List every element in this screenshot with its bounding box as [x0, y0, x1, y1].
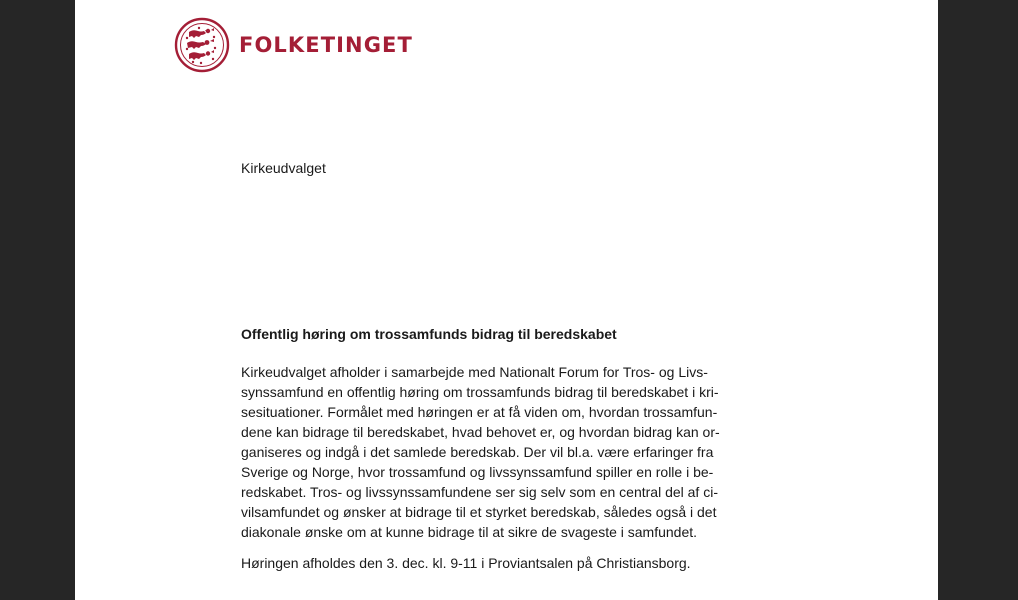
paragraph-line: ganiseres og indgå i det samlede beredskab. Der vil bl.a. være erfaringer fra — [241, 444, 714, 460]
folketinget-lions-seal-icon — [174, 17, 230, 73]
paragraph-line: synssamfund en offentlig høring om trossamfunds bidrag til beredskabet i kri- — [241, 384, 719, 400]
body-paragraph — [241, 362, 721, 542]
paragraph-line: Kirkeudvalget afholder i samarbejde med Nationalt Forum for Tros- og Livs- — [241, 364, 708, 380]
paragraph-line: dene kan bidrage til beredskabet, hvad behovet er, og hvordan bidrag kan or- — [241, 424, 720, 440]
paragraph-line: Sverige og Norge, hvor trossamfund og livssynssamfund spiller en rolle i be- — [241, 464, 714, 480]
paragraph-line: sesituationer. Formålet med høringen er at få viden om, hvordan trossamfun- — [241, 404, 718, 420]
document-heading: Offentlig høring om trossamfunds bidrag til beredskabet — [241, 326, 617, 342]
folketinget-logo — [174, 16, 413, 74]
event-info: Høringen afholdes den 3. dec. kl. 9-11 i Proviantsalen på Christiansborg. — [241, 555, 691, 571]
committee-name: Kirkeudvalget — [241, 160, 326, 176]
brand-name: FOLKETINGET — [239, 32, 413, 57]
paragraph-line: diakonale ønske om at kunne bidrage til at sikre de svageste i samfundet. — [241, 524, 698, 540]
document-page — [75, 0, 938, 600]
paragraph-line: vilsamfundet og ønsker at bidrage til et styrket beredskab, således også i det — [241, 504, 717, 520]
paragraph-line: redskabet. Tros- og livssynssamfundene ser sig selv som en central del af ci- — [241, 484, 718, 500]
